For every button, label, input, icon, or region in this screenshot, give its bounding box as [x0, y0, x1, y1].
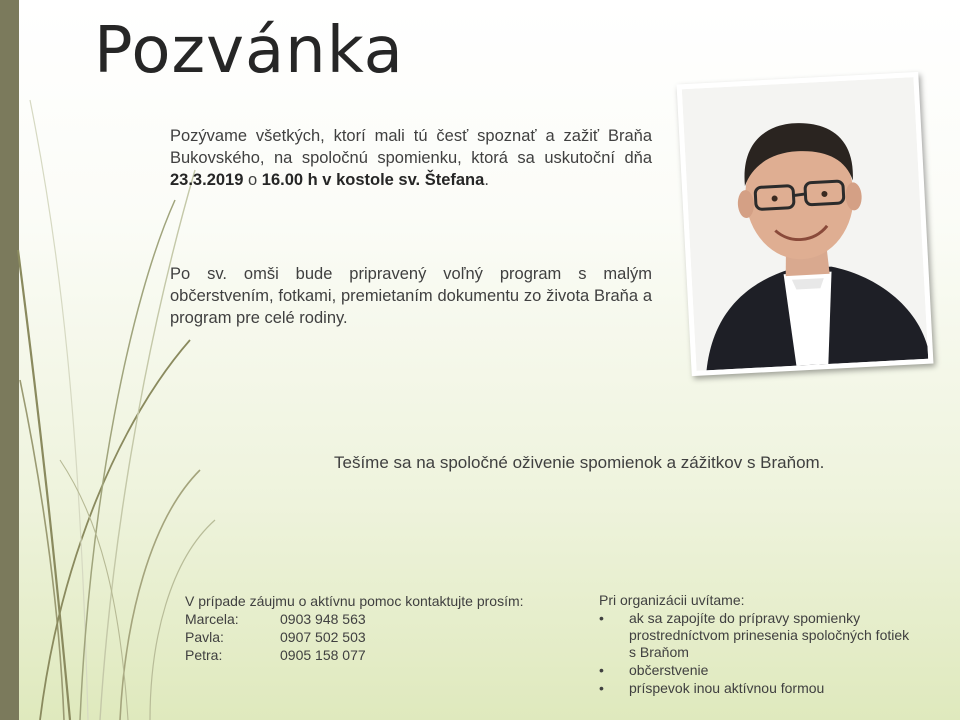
organization-list [599, 610, 919, 697]
bullet-icon: • [599, 610, 604, 626]
page-title: Pozvánka [94, 14, 404, 88]
invitation-text-end: . [484, 171, 489, 189]
list-item-text: príspevok inou aktívnou formou [629, 680, 825, 696]
contact-phone: 0903 948 563 [280, 611, 366, 627]
list-item [599, 680, 919, 697]
contact-name: Petra: [185, 647, 223, 663]
list-item [599, 662, 919, 679]
portrait-photo-frame [677, 72, 934, 376]
organization-heading: Pri organizácii uvítame: [599, 592, 745, 608]
bullet-icon: • [599, 662, 604, 678]
program-paragraph: Po sv. omši bude pripravený voľný program s malým občerstvením, fotkami, premietaním dokumentu zo života Braňa a program pre celé rodiny. [170, 265, 652, 327]
list-item-text: ak sa zapojíte do prípravy spomienky prostredníctvom prinesenia spoločných fotiek s Braňom [629, 610, 910, 660]
contact-row [185, 646, 585, 664]
contact-phone: 0905 158 077 [280, 647, 366, 663]
invitation-paragraph [170, 125, 652, 191]
invitation-text: Pozývame všetkých, ktorí mali tú česť spoznať a zažiť Braňa Bukovského, na spoločnú spomienku, ktorá sa uskutoční dňa [170, 127, 652, 167]
portrait-photo [682, 77, 928, 371]
list-item [599, 610, 919, 661]
contact-name: Pavla: [185, 629, 224, 645]
event-date: 23.3.2019 [170, 171, 244, 189]
invitation-text-connector: o [243, 171, 262, 189]
contacts-section [185, 592, 585, 664]
closing-sentence: Tešíme sa na spoločné oživenie spomienok a zážitkov s Braňom. [334, 453, 825, 472]
list-item-text: občerstvenie [629, 662, 709, 678]
contact-row [185, 610, 585, 628]
contact-row [185, 628, 585, 646]
contact-phone: 0907 502 503 [280, 629, 366, 645]
organization-section [599, 592, 919, 697]
bullet-icon: • [599, 680, 604, 696]
contacts-heading: V prípade záujmu o aktívnu pomoc kontaktujte prosím: [185, 593, 524, 609]
event-time-place: 16.00 h v kostole sv. Štefana [261, 171, 485, 189]
contact-name: Marcela: [185, 611, 239, 627]
